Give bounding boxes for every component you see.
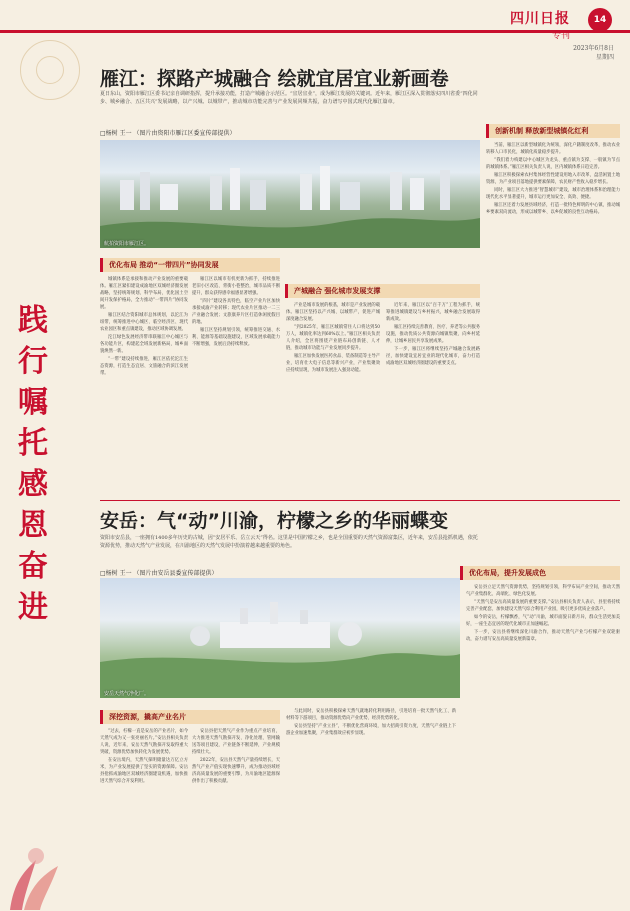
paragraph: “天然气是安岳高质量发展的重要支撑。”安岳县相关负责人表示，县里将持续完善产业配套，加快建设天然气综合利用产业园，吸引更多优质企业落户。 [466,600,620,612]
paragraph: 雁江区持续完善教育、医疗、养老等公共服务设施，推动优质公共资源向城镇集聚、向乡村延伸，让城乡居民共享发展成果。 [386,325,480,344]
paragraph: 在安岳境内，天然气探明储量达万亿立方米，为产业发展提供了坚实的资源保障。安岳县抢抓成渝地区双城经济圈建设机遇，加快推进天然气综合开发利用。 [100,758,188,784]
slogan-char: 恩 [18,508,48,543]
article1-lead: 夏日东山，资阳市雁江区委书记亲自调研指挥，提升承接功能，打造产城融合示范区。“宜居宜业”，成为雁江发展的关键词。近年来，雁江区深入贯彻落实四川省委“四化同步、城乡融合、五区共兴”发展战略，以产兴城、以城带产，推动城市功能完善与产业发展同频共振，奋力谱写中国式现代化雁江篇章。 [100,91,478,105]
lotus-decoration-icon [0,800,70,911]
paragraph: 雁江区坚持规划引领，统筹推进交通、水利、能源等基础设施建设，区域发展承载能力不断增强，发展后劲持续释放。 [192,328,280,347]
article1-headline: 雁江：探路产城融合 绘就宜居宜业新画卷 [100,68,449,90]
slogan-char: 嘱 [18,385,48,420]
paragraph: “一带”建设持续推进，雁江区依托沱江生态资源，打造生态宜居、文旅融合的滨江发展带。 [100,357,188,376]
article2-photo-caption: 安岳天然气净化厂。 [104,691,150,697]
article1-photo [100,140,480,248]
paragraph: 当前，雁江区以新型城镇化为统领，深化户籍制度改革，推动农业转移人口市民化，城镇化质量稳步提升。 [486,143,620,155]
article2-subheading-resources: 深挖资源，撬高产业名片 [100,710,280,724]
paragraph: “到2025年，雁江区城镇常住人口将达到50万人，城镇化率达到60%以上。”雁江区相关负责人介绍，全区将围绕产业链布局创新链、人才链，推动城市功能与产业发展同步提升。 [286,325,380,351]
article1-subheading-layout: 优化布局 推动“一带四片”协同发展 [100,258,280,272]
paragraph: “过去，柠檬一直是安岳的产业名片，如今天然气成为又一张亮丽名片。”安岳县相关负责人说，近年来，安岳天然气勘探开发取得重大突破，资源优势加快转化为发展优势。 [100,729,188,755]
article1-byline: □杨树 王一 （图片由资阳市雁江区委宣传部提供） [100,130,236,137]
edition-label: 专刊 [551,31,570,41]
article2-lead: 资阳市安岳县，一座拥有1400多年历史的古城，因“安居平乐、岳立云天”得名。这里是中国柠檬之乡，也是全国重要的天然气资源富集区，近年来，安岳县抢抓机遇，依托资源优势，推动天然气产业发展，在川渝地区的天然气发展中扮演着越来越重要的角色。 [100,535,478,549]
article1-column-4 [386,302,480,498]
paragraph: 安岳县立足天然气资源优势，坚持规划引领，科学布局产业空间，推动天然气产业集群化、高端化、绿色化发展。 [466,585,620,597]
section-divider [100,500,620,501]
paragraph: 雁江区结合资阳城市总体规划，以沱江为纽带，统筹推进中心城区、临空经济区、现代农业园区和重点镇建设，推动区域协调发展。 [100,313,188,332]
paragraph: 与此同时，安岳县积极探索天然气就地转化利用路径，引进培育一批天然气化工、新材料等下游项目，推动资源优势向产业优势、经济优势转化。 [286,709,456,721]
page-number-badge: 14 [588,8,612,32]
article2-headline: 安岳：气“动”川渝，柠檬之乡的华丽蝶变 [100,510,448,532]
article2-right-column [466,584,620,904]
paragraph: 下一步，雁江区将继续坚持产城融合发展路径，加快建设宜居宜业的现代化城市，奋力打造成渝地区双城经济圈建设的重要支点。 [386,347,480,366]
city-aerial-illustration [100,140,480,248]
slogan-char: 践 [18,303,48,338]
article1-right-column [486,142,620,498]
slogan-char: 行 [18,344,48,379]
article1-subheading-integration: 产城融合 强化城市发展支撑 [285,284,480,298]
paragraph: 下一步，安岳县将继续深化川渝合作，推动天然气产业与柠檬产业双轮驱动，奋力谱写安岳高质量发展新篇章。 [466,630,620,642]
slogan-char: 奋 [18,549,48,584]
article2-column-2 [192,728,280,904]
paragraph: 安岳县坚持“产业立县”，不断优化营商环境，加大招商引资力度，天然气产业链上下游企业加速集聚，产业集群效应初步显现。 [286,724,456,736]
slogan-char: 托 [18,426,48,461]
masthead-rule [0,30,630,33]
paragraph: 2022年，安岳县天然气产量持续增长，天然气产业产值实现快速攀升，成为推动县域经济高质量发展的重要引擎，为川渝地区能源保供作出了积极贡献。 [192,758,280,784]
article1-right-subheading: 创新机制 释放新型城镇化红利 [486,124,620,138]
paragraph: 产业是城市发展的根基，城市是产业发展的载体。雁江区坚持以产兴城、以城带产，促进产城深度融合发展。 [286,303,380,322]
article1-column-2 [192,276,280,498]
paragraph: “我们着力构建以中心城区为龙头、重点镇为支撑、一般镇为节点的城镇体系。”雁江区相关负责人说，区内城镇体系日趋完善。 [486,158,620,170]
article2-byline: □杨树 王一 （图片由安岳县委宣传部提供） [100,570,218,577]
paragraph: 雁江区以城市有机更新为抓手，持续推进老旧小区改造、背街小巷整治，城市品质不断提升，群众获得感幸福感显著增强。 [192,277,280,296]
article1-column-1 [100,276,188,498]
issue-date [573,44,614,62]
paragraph: 城镇体系是承接和推动产业发展的重要载体。雁江区紧扣建设成渝地区双城经济圈发展战略，坚持统筹规划、科学布局，优化国土空间开发保护格局，全力推动“一带四片”协同发展。 [100,277,188,310]
paragraph: 近年来，雁江区以“百千万”工程为抓手，统筹推进城镇建设与乡村振兴，城乡融合发展取得新成效。 [386,303,480,322]
side-slogan [8,300,58,680]
paragraph: 雁江区加快发展医药食品、装备制造等主导产业，培育壮大电子信息等新兴产业，产业集聚效应持续显现，为城市发展注入强劲动能。 [286,354,380,373]
issue-weekday: 星期四 [595,54,614,61]
slogan-char: 感 [18,467,48,502]
paragraph: 沱江绿色发展经济带串联雁江中心城区与各功能片区，构建起全域发展新格局，城乡面貌焕然一新。 [100,335,188,354]
article2-photo [100,578,460,698]
article1-column-3 [286,302,380,498]
slogan-char: 进 [18,590,48,625]
paragraph: 安岳县把天然气产业作为重点产业培育，大力推进天然气勘探开发、净化处理、管网输送等项目建设，产业链条不断延伸，产业规模持续壮大。 [192,729,280,755]
paragraph: “四片”建设各具特色，临空产业片区加快承接成渝产业转移；现代农业片区推动一二三产业融合发展；文旅康养片区打造休闲度假目的地。 [192,299,280,325]
gas-plant-illustration [100,578,460,698]
paragraph: 雁江区还着力发展县域经济，打造一批特色鲜明的中心镇，推动城乡要素双向流动，形成以城带乡、以乡促城的良性互动格局。 [486,203,620,215]
article2-subheading-layout: 优化布局，提升发展成色 [460,566,620,580]
paragraph: 雁江区积极探索农村集体经营性建设用地入市改革，盘活闲置土地资源，为产业项目落地提供要素保障，农民财产性收入稳步增长。 [486,173,620,185]
article2-column-1 [100,728,188,904]
paragraph: 同时，雁江区大力推进“智慧城市”建设，城市治理体系和治理能力现代化水平显著提升，城市运行更加安全、高效、便捷。 [486,188,620,200]
issue-date-line: 2023年6月8日 [573,45,614,52]
paragraph: 如今的安岳，柠檬飘香，气“动”川渝，城市面貌日新月异，群众生活更加美好，一座生态宜居的现代化城市正加速崛起。 [466,615,620,627]
decorative-ring-icon [36,56,64,84]
article1-photo-caption: 航拍资阳市雁江区。 [104,241,150,247]
article2-column-3 [286,708,456,904]
newspaper-logo: 四川日报 [510,11,570,27]
